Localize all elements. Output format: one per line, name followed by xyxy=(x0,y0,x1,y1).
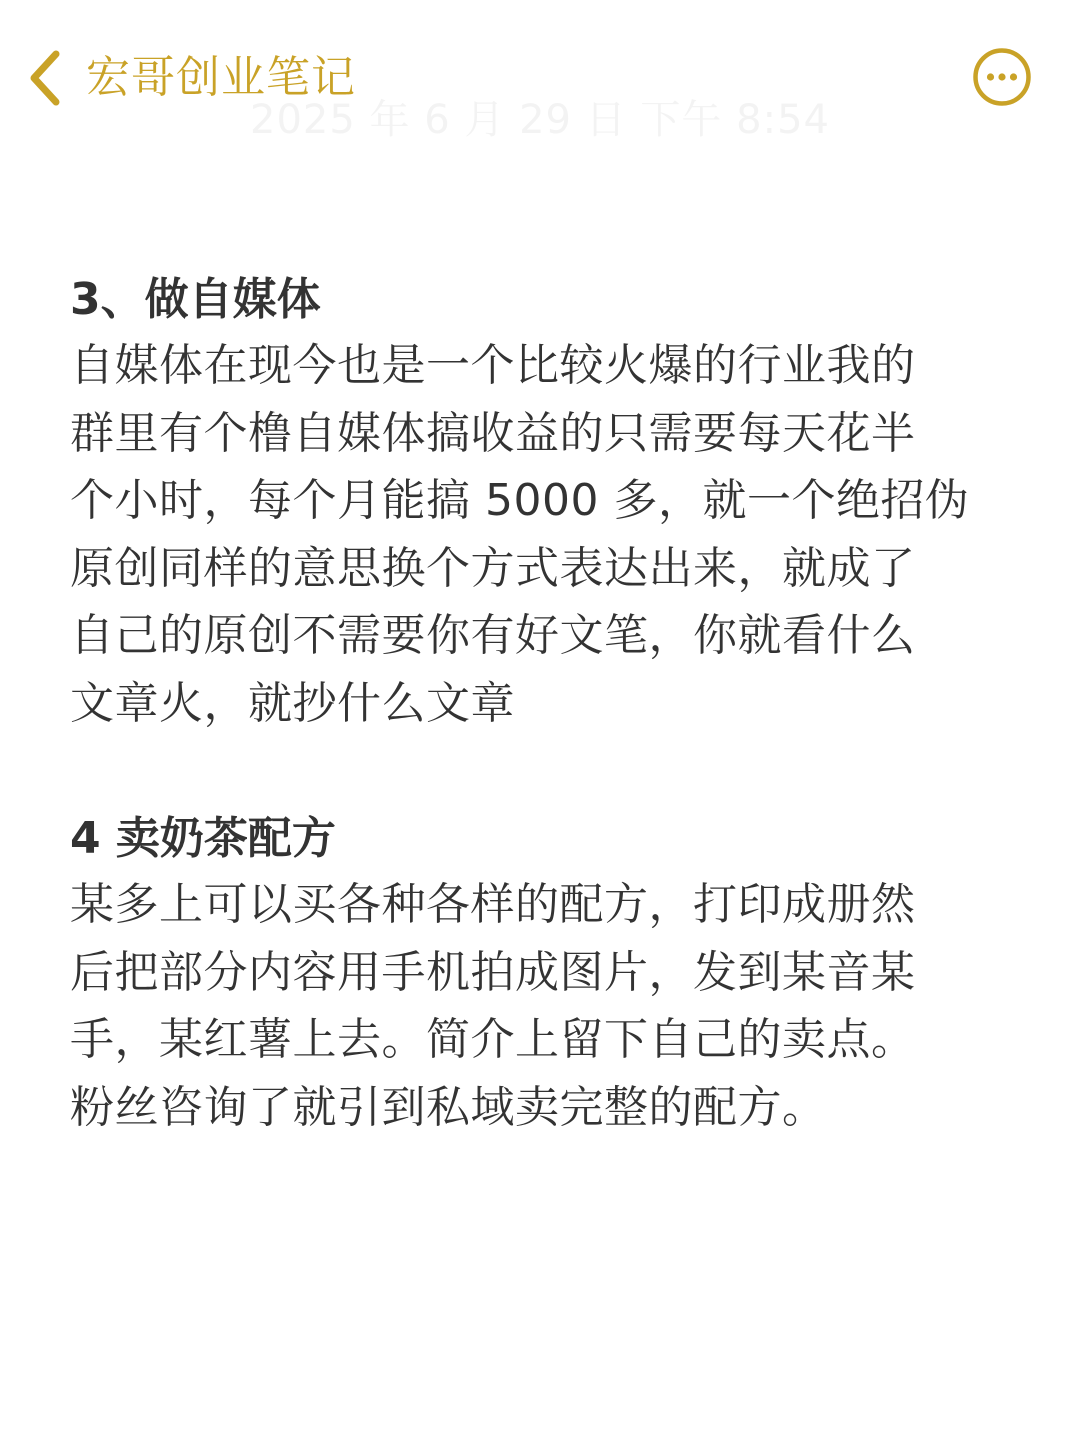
section-heading: 4 卖奶茶配方 xyxy=(70,813,336,864)
note-line: 手，某红薯上去。简介上留下自己的卖点。 xyxy=(70,1014,916,1065)
note-line: 后把部分内容用手机拍成图片，发到某音某 xyxy=(70,946,916,998)
note-line: 某多上可以买各种各样的配方，打印成册然 xyxy=(70,879,916,930)
note-line: 自己的原创不需要你有好文笔，你就看什么 xyxy=(70,610,916,661)
section-heading: 3、做自媒体 xyxy=(70,274,321,325)
note-body[interactable] xyxy=(70,268,1020,1141)
note-line: 文章火，就抄什么文章 xyxy=(70,677,515,729)
note-timestamp: 2025 年 6 月 29 日 下午 8:54 xyxy=(250,97,830,143)
note-line: 群里有个橹自媒体搞收益的只需要每天花半 xyxy=(70,407,916,459)
note-line: 自媒体在现今也是一个比较火爆的行业我的 xyxy=(70,340,916,391)
note-line: 原创同样的意思换个方式表达出来，就成了 xyxy=(70,542,916,594)
note-section xyxy=(70,807,1020,1141)
note-folder-title[interactable]: 宏哥创业笔记 xyxy=(86,52,356,103)
note-section xyxy=(70,268,1020,737)
more-options-button[interactable] xyxy=(972,47,1032,107)
note-line: 个小时，每个月能搞 5000 多，就一个绝招伪 xyxy=(70,475,970,526)
note-line: 粉丝咨询了就引到私域卖完整的配方。 xyxy=(70,1081,827,1133)
more-horizontal-icon xyxy=(972,47,1032,107)
navigation-bar xyxy=(0,0,1080,160)
